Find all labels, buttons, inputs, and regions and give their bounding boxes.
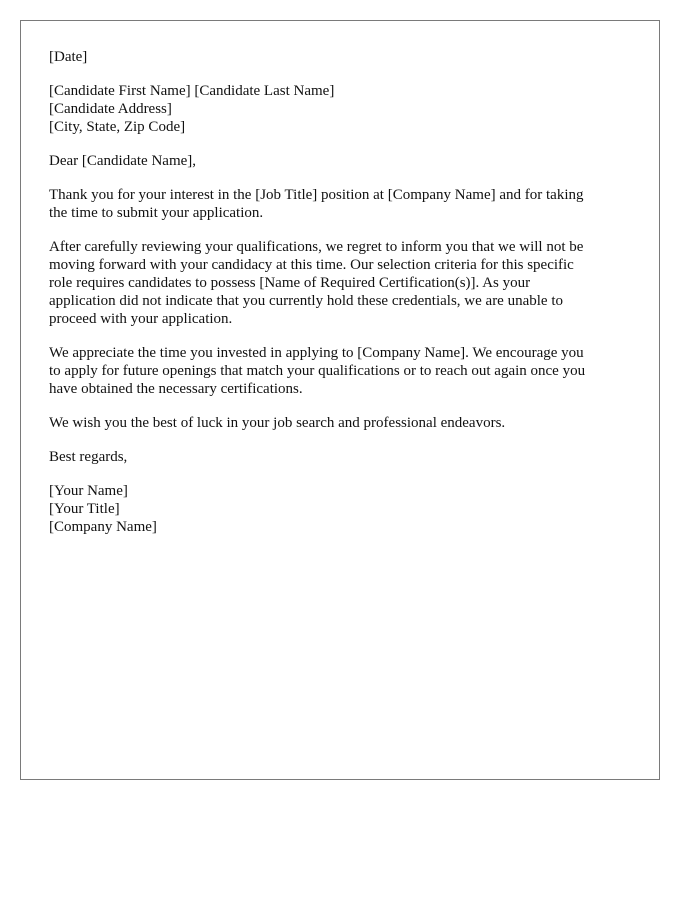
recipient-city-state-zip: [City, State, Zip Code] (49, 119, 186, 135)
signature-title: [Your Title] (49, 501, 120, 517)
body-paragraph-appreciation (49, 344, 629, 398)
recipient-name: [Candidate First Name] [Candidate Last Name] (49, 83, 335, 99)
paragraph-line: We appreciate the time you invested in applying to [Company Name]. We encourage you (49, 345, 584, 361)
signature-name: [Your Name] (49, 483, 128, 499)
paragraph-line: role requires candidates to possess [Name of Required Certification(s)]. As your (49, 275, 531, 291)
closing-block (49, 448, 629, 466)
paragraph-line: moving forward with your candidacy at this time. Our selection criteria for this specific (49, 257, 574, 273)
signature-block (49, 482, 629, 536)
letter-page (20, 20, 660, 780)
recipient-address: [Candidate Address] (49, 101, 172, 117)
recipient-block (49, 82, 629, 136)
signature-company: [Company Name] (49, 519, 157, 535)
body-paragraph-wishes (49, 414, 629, 432)
paragraph-line: application did not indicate that you currently hold these credentials, we are unable to (49, 293, 563, 309)
date-block (49, 48, 629, 66)
closing: Best regards, (49, 449, 128, 465)
paragraph-line: proceed with your application. (49, 311, 233, 327)
letter-date: [Date] (49, 49, 88, 65)
letter-content (49, 48, 629, 552)
salutation: Dear [Candidate Name], (49, 153, 197, 169)
body-paragraph-decision (49, 238, 629, 328)
body-paragraph-thanks (49, 186, 629, 222)
paragraph-line: We wish you the best of luck in your job search and professional endeavors. (49, 415, 506, 431)
paragraph-line: Thank you for your interest in the [Job Title] position at [Company Name] and for taking (49, 187, 584, 203)
paragraph-line: to apply for future openings that match your qualifications or to reach out again once you (49, 363, 586, 379)
paragraph-line: After carefully reviewing your qualifications, we regret to inform you that we will not be (49, 239, 584, 255)
paragraph-line: the time to submit your application. (49, 205, 264, 221)
salutation-block (49, 152, 629, 170)
paragraph-line: have obtained the necessary certifications. (49, 381, 303, 397)
